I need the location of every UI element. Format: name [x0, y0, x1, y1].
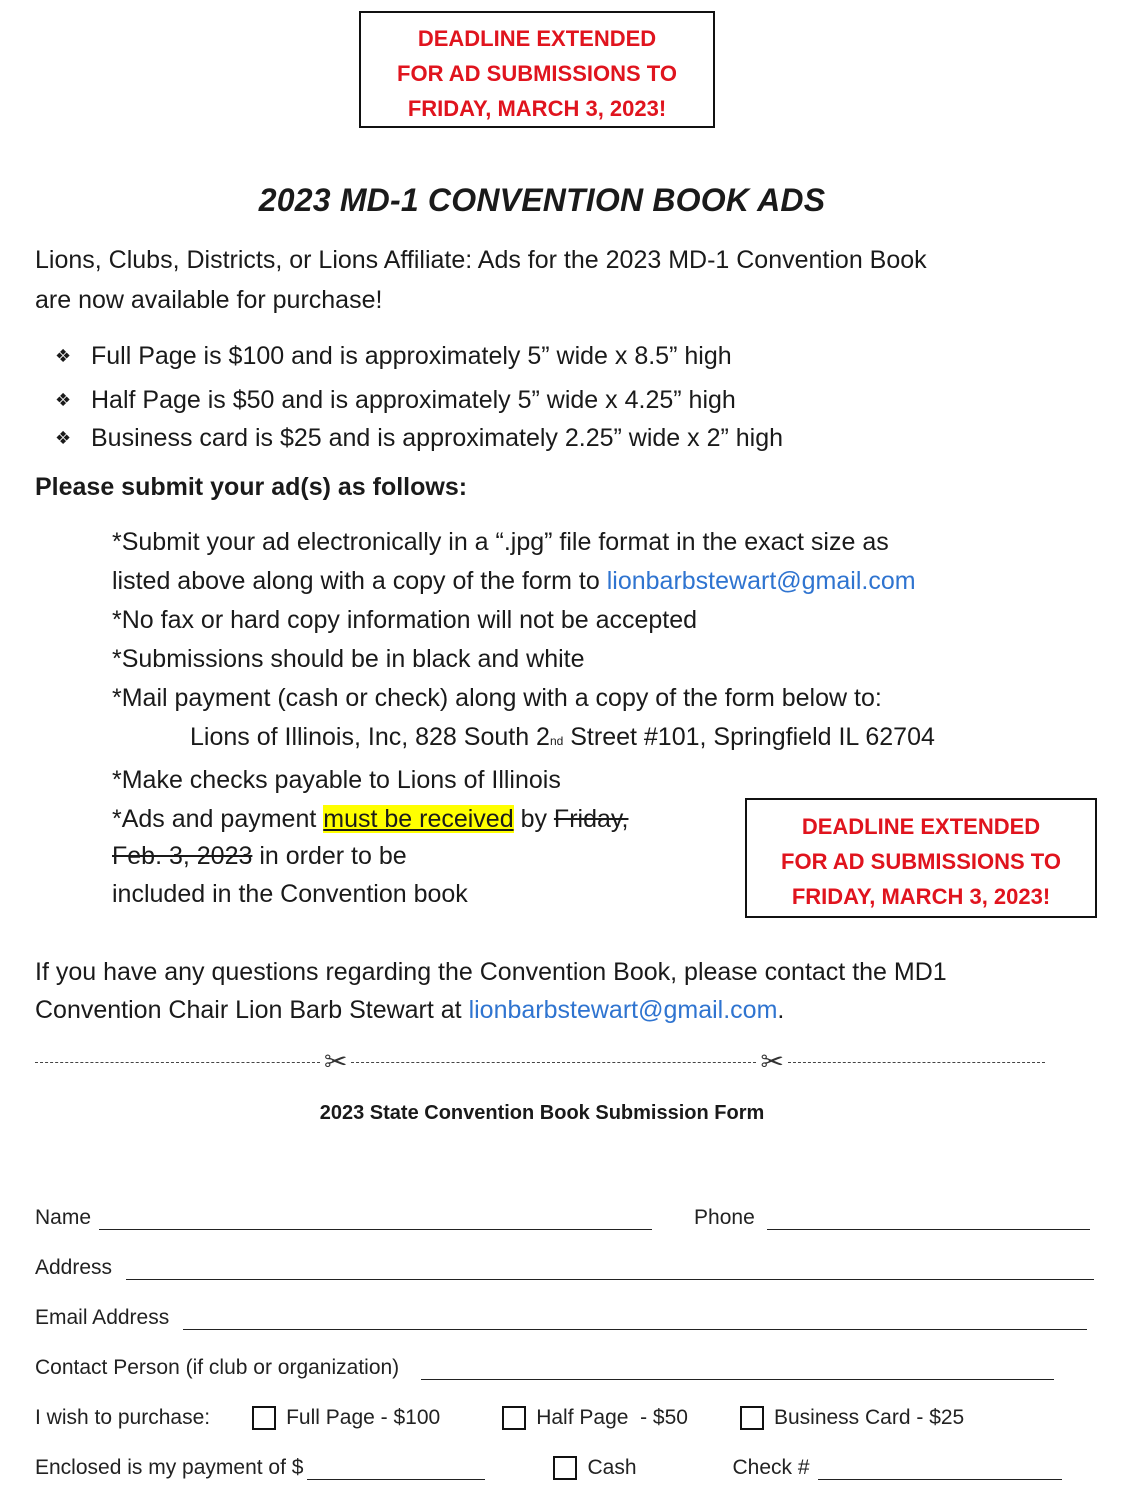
check-label: Check #	[732, 1456, 810, 1479]
diamond-bullet-icon: ❖	[55, 346, 72, 366]
intro-paragraph	[35, 240, 927, 320]
intro-line-1: Lions, Clubs, Districts, or Lions Affiliate: Ads for the 2023 MD-1 Convention Book	[35, 246, 927, 274]
instruction-mail-payment: *Mail payment (cash or check) along with a copy of the form below to:	[112, 684, 882, 712]
address-field[interactable]	[126, 1257, 1094, 1280]
questions-paragraph	[35, 953, 947, 1029]
deadline-line-2: FOR AD SUBMISSIONS TO	[397, 61, 677, 86]
name-phone-row	[35, 1200, 1090, 1230]
ads-payment-continuation: Feb. 3, 2023 in order to be included in the Convention book	[112, 837, 468, 913]
instruction-ads-payment: *Ads and payment must be received by Friday,	[112, 805, 629, 833]
phone-label: Phone	[694, 1206, 755, 1229]
business-card-checkbox[interactable]	[740, 1406, 764, 1430]
payment-amount-field[interactable]	[307, 1457, 485, 1480]
contact-email-link[interactable]: lionbarbstewart@gmail.com	[468, 996, 778, 1024]
check-number-field[interactable]	[818, 1457, 1062, 1480]
diamond-bullet-icon: ❖	[55, 428, 72, 448]
instruction-submit-line-2: listed above along with a copy of the form to lionbarbstewart@gmail.com	[112, 567, 916, 595]
email-link[interactable]: lionbarbstewart@gmail.com	[606, 567, 916, 595]
deadline-line-2: FOR AD SUBMISSIONS TO	[781, 849, 1061, 874]
email-row	[35, 1300, 1087, 1330]
address-row	[35, 1250, 1094, 1280]
business-card-option[interactable]: Business Card - $25	[740, 1406, 964, 1430]
intro-line-2: are now available for purchase!	[35, 286, 383, 314]
instruction-black-white: *Submissions should be in black and white	[112, 645, 585, 673]
address-label: Address	[35, 1256, 113, 1279]
ads-payment-line-3: included in the Convention book	[112, 880, 468, 908]
full-page-option[interactable]: Full Page - $100	[252, 1406, 440, 1430]
half-page-checkbox[interactable]	[502, 1406, 526, 1430]
email-label: Email Address	[35, 1306, 170, 1329]
scissors-icon: ✂	[760, 1046, 784, 1077]
questions-line-1: If you have any questions regarding the Convention Book, please contact the MD1	[35, 958, 947, 986]
old-deadline-struck: Friday,	[553, 805, 629, 833]
instruction-checks-payable: *Make checks payable to Lions of Illinois	[112, 766, 561, 794]
ad-option-business-card: Business card is $25 and is approximately 2.25” wide x 2” high	[91, 424, 784, 452]
contact-label: Contact Person (if club or organization)	[35, 1356, 400, 1379]
ad-option-full-page: Full Page is $100 and is approximately 5” wide x 8.5” high	[91, 342, 732, 370]
deadline-notice-top	[359, 11, 715, 128]
purchase-row	[35, 1400, 964, 1430]
contact-person-field[interactable]	[421, 1357, 1054, 1380]
old-deadline-date-struck: Feb. 3, 2023	[112, 842, 253, 870]
form-title: 2023 State Convention Book Submission Form	[319, 1102, 765, 1124]
phone-field[interactable]	[767, 1207, 1090, 1230]
deadline-line-3: FRIDAY, MARCH 3, 2023!	[407, 96, 667, 121]
cash-option[interactable]: Cash	[553, 1456, 636, 1480]
scissors-icon: ✂	[324, 1046, 348, 1077]
instruction-submit-line-1: *Submit your ad electronically in a “.jpg” file format in the exact size as	[112, 528, 889, 556]
name-label: Name	[35, 1206, 92, 1229]
payment-label: Enclosed is my payment of $	[35, 1456, 304, 1479]
deadline-line-1: DEADLINE EXTENDED	[801, 814, 1041, 839]
email-field[interactable]	[183, 1307, 1087, 1330]
list-item	[55, 380, 783, 420]
list-item	[55, 336, 783, 376]
page-title: 2023 MD-1 CONVENTION BOOK ADS	[258, 182, 826, 218]
list-item	[55, 418, 783, 458]
half-page-option[interactable]: Half Page - $50	[502, 1406, 688, 1430]
ad-option-half-page: Half Page is $50 and is approximately 5” wide x 4.25” high	[91, 386, 736, 414]
payment-row	[35, 1450, 1062, 1480]
ad-options-list	[55, 336, 783, 458]
deadline-notice-side	[745, 798, 1097, 918]
cut-line	[35, 1046, 1045, 1078]
instruction-no-fax: *No fax or hard copy information will not be accepted	[112, 606, 698, 634]
deadline-line-3: FRIDAY, MARCH 3, 2023!	[791, 884, 1051, 909]
name-field[interactable]	[99, 1207, 652, 1230]
full-page-checkbox[interactable]	[252, 1406, 276, 1430]
questions-line-2: Convention Chair Lion Barb Stewart at lionbarbstewart@gmail.com.	[35, 996, 785, 1024]
purchase-label: I wish to purchase:	[35, 1406, 211, 1429]
contact-row	[35, 1350, 1054, 1380]
diamond-bullet-icon: ❖	[55, 390, 72, 410]
submit-heading: Please submit your ad(s) as follows:	[35, 473, 468, 501]
cash-checkbox[interactable]	[553, 1456, 577, 1480]
instructions-block	[112, 523, 935, 839]
must-be-received-highlight: must be received	[323, 805, 514, 833]
deadline-line-1: DEADLINE EXTENDED	[417, 26, 657, 51]
mailing-address: Lions of Illinois, Inc, 828 South 2nd Street #101, Springfield IL 62704	[190, 723, 935, 751]
